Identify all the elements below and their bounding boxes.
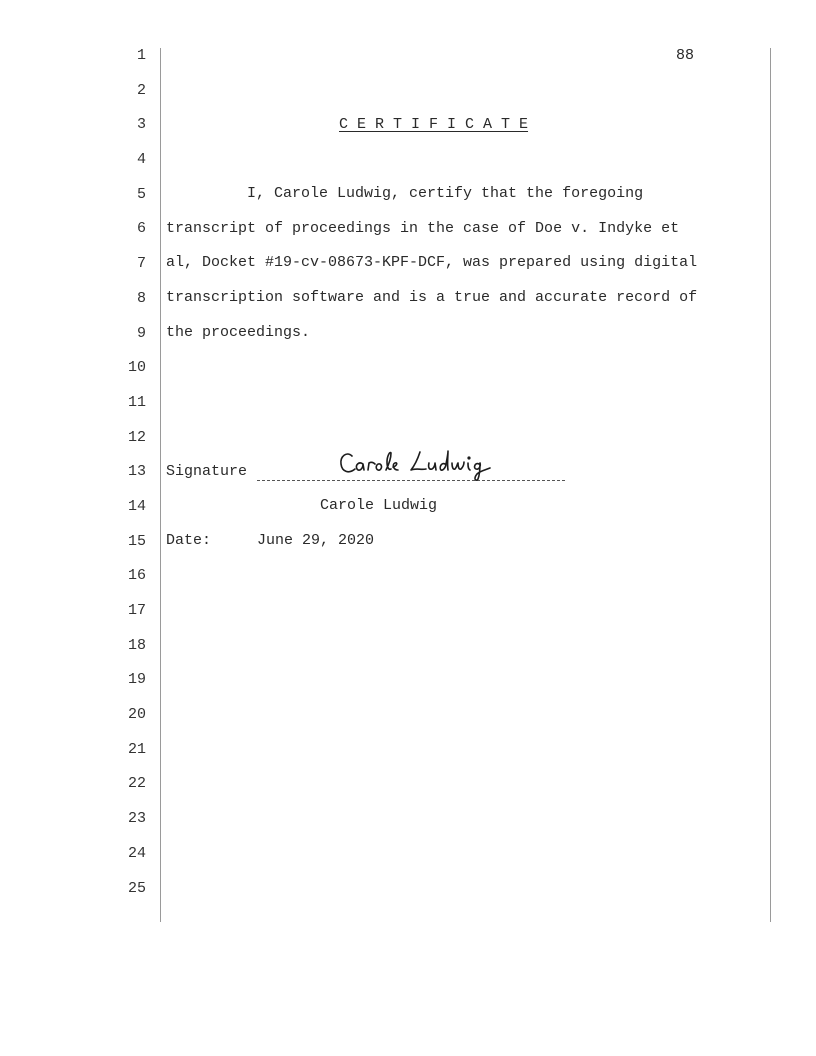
line-number: 20 — [127, 706, 146, 724]
date-value: June 29, 2020 — [257, 532, 375, 549]
certificate-body-line: the proceedings. — [166, 324, 311, 341]
line-number: 21 — [127, 740, 146, 758]
certificate-body-line: al, Docket #19-cv-08673-KPF-DCF, was prepared using digital — [166, 254, 698, 271]
page-number: 88 — [675, 47, 694, 64]
line-number: 3 — [136, 116, 146, 134]
line-number: 9 — [136, 324, 146, 342]
certificate-body-line: I, Carole Ludwig, certify that the foregoing — [166, 185, 644, 202]
line-number: 23 — [127, 810, 146, 828]
line-number: 5 — [136, 185, 146, 203]
line-number: 11 — [127, 393, 146, 411]
line-number: 16 — [127, 567, 146, 585]
line-number: 12 — [127, 428, 146, 446]
printed-name: Carole Ludwig — [320, 497, 438, 514]
line-number: 10 — [127, 359, 146, 377]
line-number: 18 — [127, 636, 146, 654]
certificate-body-line: transcript of proceedings in the case of Doe v. Indyke et — [166, 220, 680, 237]
certificate-body-line: transcription software and is a true and accurate record of — [166, 289, 698, 306]
line-number: 14 — [127, 497, 146, 515]
line-number-column — [100, 44, 146, 911]
signature-label: Signature — [166, 463, 248, 480]
handwritten-signature — [338, 448, 498, 484]
certificate-title: C E R T I F I C A T E — [339, 116, 529, 133]
line-number: 15 — [127, 532, 146, 550]
left-margin-rule — [160, 48, 161, 922]
line-number: 25 — [127, 879, 146, 897]
line-number: 2 — [136, 81, 146, 99]
line-number: 13 — [127, 463, 146, 481]
date-label: Date: — [166, 532, 212, 549]
line-number: 22 — [127, 775, 146, 793]
line-number: 24 — [127, 844, 146, 862]
line-number: 4 — [136, 151, 146, 169]
line-number: 8 — [136, 289, 146, 307]
right-margin-rule — [770, 48, 771, 922]
line-number: 1 — [136, 47, 146, 64]
line-number: 6 — [136, 220, 146, 238]
line-number: 7 — [136, 255, 146, 273]
line-number: 19 — [127, 671, 146, 689]
line-number: 17 — [127, 602, 146, 619]
